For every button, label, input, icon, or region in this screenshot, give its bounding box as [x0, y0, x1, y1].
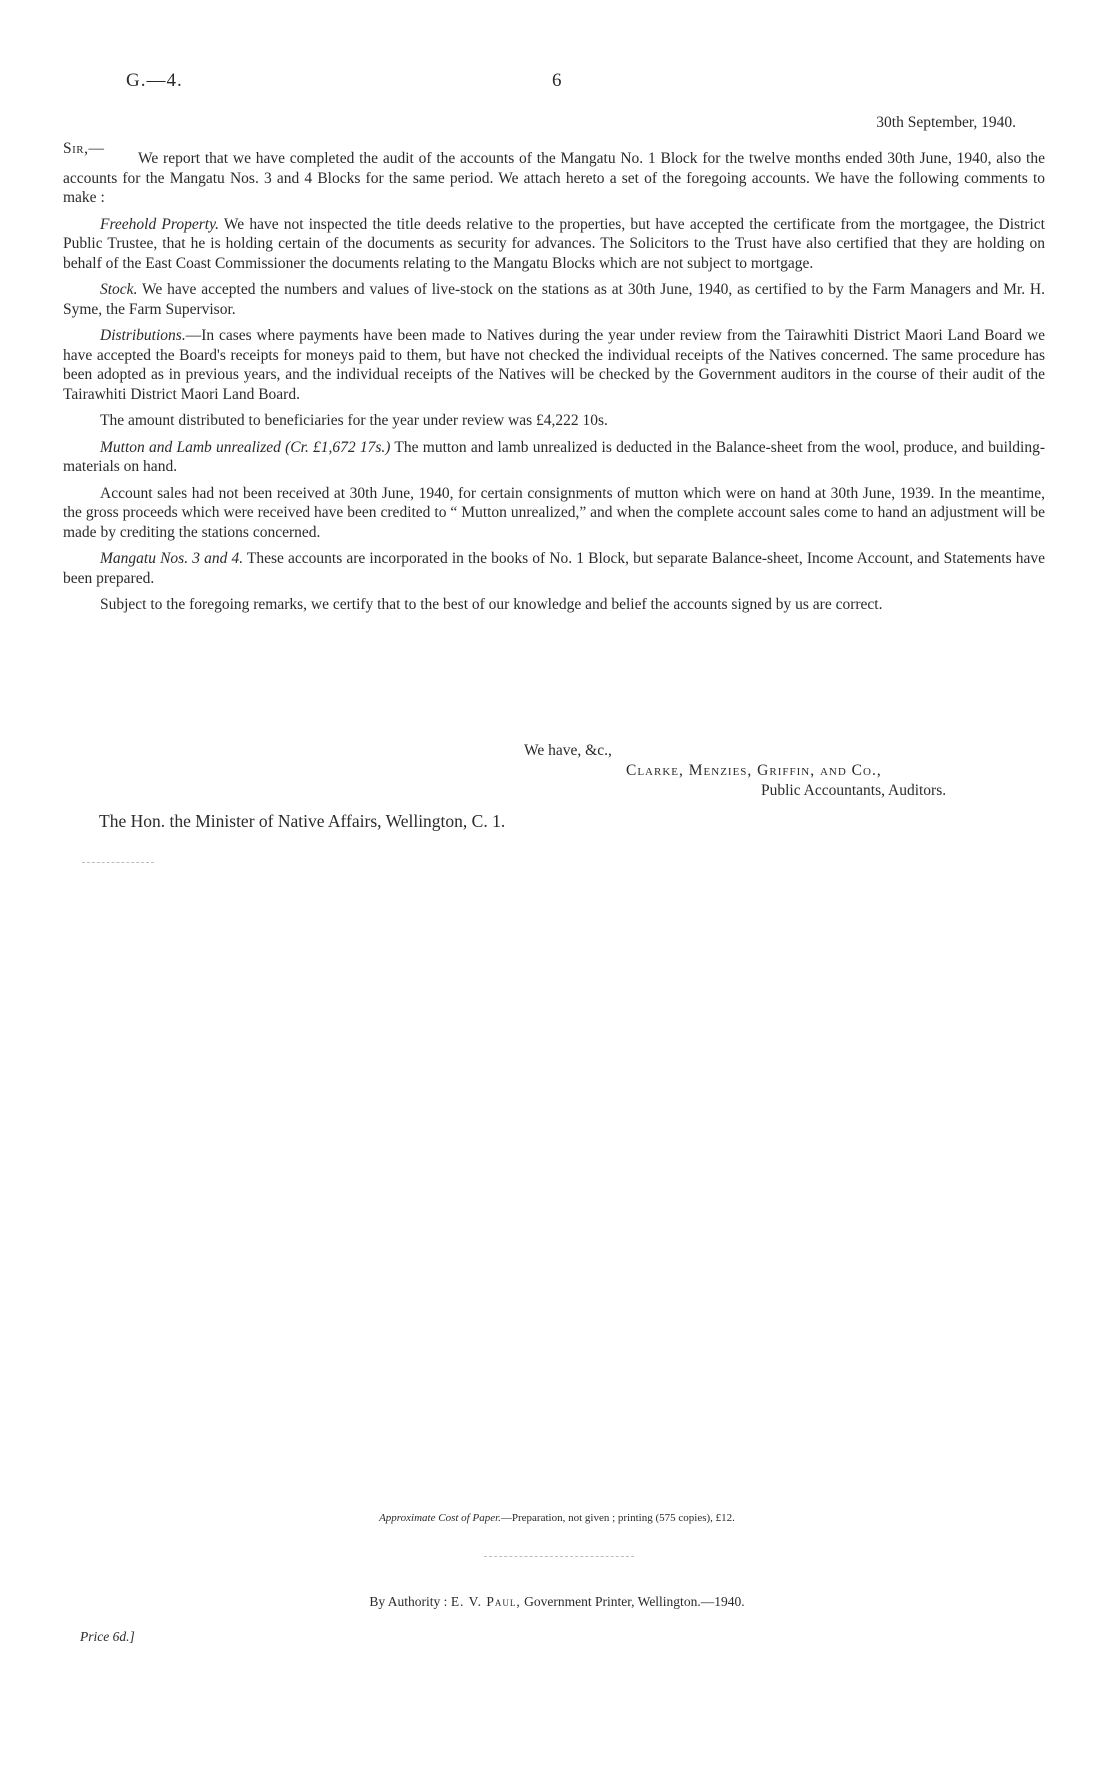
letter-date: 30th September, 1940. [876, 114, 1016, 131]
paragraph-text: The mutton and lamb unrealized is deducted in the Balance-sheet from the wool, produce, and building-materials on hand. [63, 438, 1045, 475]
paragraph-text: —In cases where payments have been made to Natives during the year under review from the Tairawhiti District Maori Land Board we have accepted the Board's receipts for moneys paid to them, but have not checked the individual receipts of the Natives concerned. The same procedure has been adopted as in previous years, and the individual receipts of the Natives will be checked by the Government auditors in the course of their audit of the Tairawhiti District Maori Land Board. [63, 327, 1045, 403]
paper-cost-text: —Preparation, not given ; printing (575 copies), £12. [500, 1512, 735, 1524]
paragraph-mangatu-nos [63, 549, 1045, 588]
paragraph-heading: Mutton and Lamb unrealized (Cr. £1,672 17s.) [100, 438, 391, 456]
paragraph-text: We have accepted the numbers and values of live-stock on the stations as at 30th June, 1940, as certified to by the Farm Managers and Mr. H. Syme, the Farm Supervisor. [63, 281, 1045, 318]
paragraph-amount-distributed [63, 411, 1045, 431]
page-number: 6 [552, 70, 562, 91]
authority-name: E. V. Paul, [450, 1594, 521, 1609]
paragraph-certification [63, 595, 1045, 615]
firm-title: Public Accountants, Auditors. [761, 782, 947, 799]
paragraph-text: These accounts are incorporated in the books of No. 1 Block, but separate Balance-sheet, Income Account, and Statements have been prepared. [63, 550, 1045, 587]
paper-cost-heading: Approximate Cost of Paper. [379, 1512, 501, 1524]
addressee: The Hon. the Minister of Native Affairs, Wellington, C. 1. [99, 811, 506, 831]
paragraph-heading: Mangatu Nos. 3 and 4. [100, 550, 244, 567]
paragraph-intro [63, 149, 1045, 208]
paragraph-text: We report that we have completed the audit of the accounts of the Mangatu No. 1 Block for the twelve months ended 30th June, 1940, also the accounts for the Mangatu Nos. 3 and 4 Blocks for the same period. We attach hereto a set of the foregoing accounts. We have the following comments to make : [63, 150, 1045, 206]
paragraph-heading: Freehold Property. [100, 215, 219, 233]
salutation: Sir,— [63, 140, 105, 157]
divider [484, 1556, 634, 1557]
paragraph-heading: Distributions. [100, 327, 186, 344]
authority-suffix: Government Printer, Wellington.—1940. [520, 1594, 745, 1609]
letter-body [63, 149, 1045, 622]
firm-name: Clarke, Menzies, Griffin, and Co., [626, 762, 882, 779]
divider [82, 862, 154, 863]
paragraph-freehold-property [63, 215, 1045, 274]
price: Price 6d.] [80, 1629, 135, 1644]
paragraph-heading: Stock. [100, 281, 138, 298]
paragraph-distributions [63, 326, 1045, 404]
printer-authority [0, 1592, 1114, 1612]
page-reference: G.—4. [126, 70, 183, 91]
paragraph-account-sales [63, 484, 1045, 543]
paragraph-text: The amount distributed to beneficiaries for the year under review was £4,222 10s. [100, 412, 608, 429]
paragraph-text: We have not inspected the title deeds relative to the properties, but have accepted the certificate from the mortgagee, the District Public Trustee, that he is holding certain of the documents as security for advances. The Solicitors to the Trust have also certified that they are holding on behalf of the East Coast Commissioner the documents relating to the Mangatu Blocks which are not subject to mortgage. [63, 215, 1045, 272]
paper-cost-note [0, 1509, 1114, 1529]
signoff: We have, &c., [524, 742, 612, 759]
paragraph-mutton-lamb [63, 438, 1045, 477]
paragraph-stock [63, 280, 1045, 319]
authority-prefix: By Authority : [369, 1594, 451, 1609]
paragraph-text: Subject to the foregoing remarks, we certify that to the best of our knowledge and belief the accounts signed by us are correct. [100, 596, 883, 613]
paragraph-text: Account sales had not been received at 30th June, 1940, for certain consignments of mutton which were on hand at 30th June, 1939. In the meantime, the gross proceeds which were received have been credited to “ Mutton unrealized,” and when the complete account sales come to hand an adjustment will be made by crediting the stations concerned. [63, 484, 1045, 541]
